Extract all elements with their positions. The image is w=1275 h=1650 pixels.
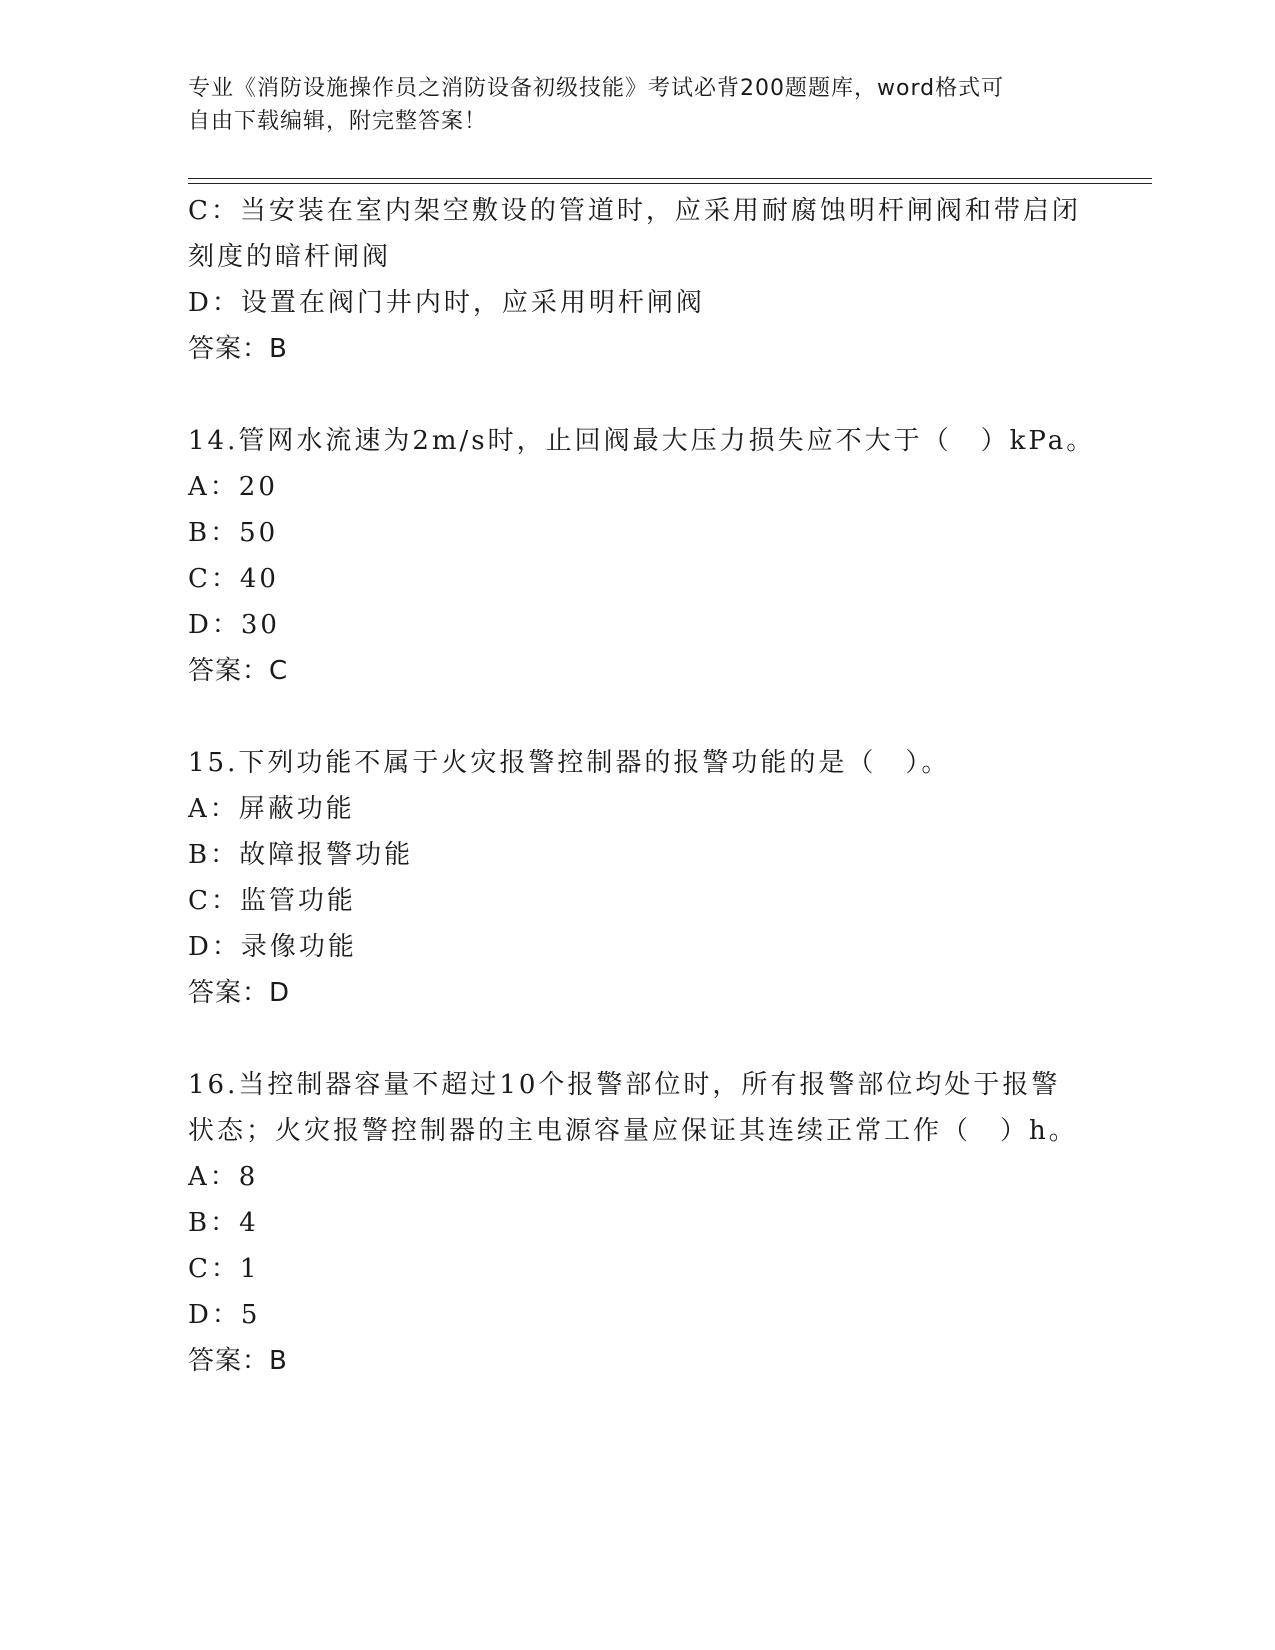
question-stem-line-2: 状态；火灾报警控制器的主电源容量应保证其连续正常工作（ ）h。 [188,1116,1078,1146]
document-header [188,72,1068,138]
option-c-line-2: 刻度的暗杆闸阀 [188,242,392,272]
option-b: B：50 [188,518,279,548]
question-16 [188,1062,1088,1384]
question-15 [188,740,1088,1016]
header-line-2: 自由下载编辑，附完整答案！ [188,109,488,134]
option-a: A：8 [188,1162,259,1192]
question-13-continuation [188,188,1088,372]
answer: 答案：B [188,1346,288,1376]
option-b: B：故障报警功能 [188,840,414,870]
option-c: C：40 [188,564,279,594]
option-c: C：监管功能 [188,886,356,916]
question-stem: 15.下列功能不属于火灾报警控制器的报警功能的是（ ）。 [188,748,951,778]
document-body [188,188,1096,1384]
question-stem-line-1: 16.当控制器容量不超过10个报警部位时，所有报警部位均处于报警 [188,1070,1061,1100]
option-a: A：20 [188,472,278,502]
answer: 答案：D [188,978,291,1008]
option-b: B：4 [188,1208,259,1238]
header-line-1: 专业《消防设施操作员之消防设备初级技能》考试必背200题题库，word格式可 [188,76,1005,101]
answer: 答案：B [188,334,288,364]
option-d: D：5 [188,1300,261,1330]
header-divider-top [188,178,1152,179]
option-d: D：设置在阀门井内时，应采用明杆闸阀 [188,288,705,318]
question-14 [188,418,1096,694]
answer: 答案：C [188,656,289,686]
option-a: A：屏蔽功能 [188,794,355,824]
option-c-line-1: C：当安装在室内架空敷设的管道时，应采用耐腐蚀明杆闸阀和带启闭 [188,196,1081,226]
header-divider-bottom [188,183,1152,184]
option-c: C：1 [188,1254,260,1284]
option-d: D：录像功能 [188,932,357,962]
option-d: D：30 [188,610,280,640]
question-stem: 14.管网水流速为2m/s时，止回阀最大压力损失应不大于（ ）kPa。 [188,426,1096,456]
